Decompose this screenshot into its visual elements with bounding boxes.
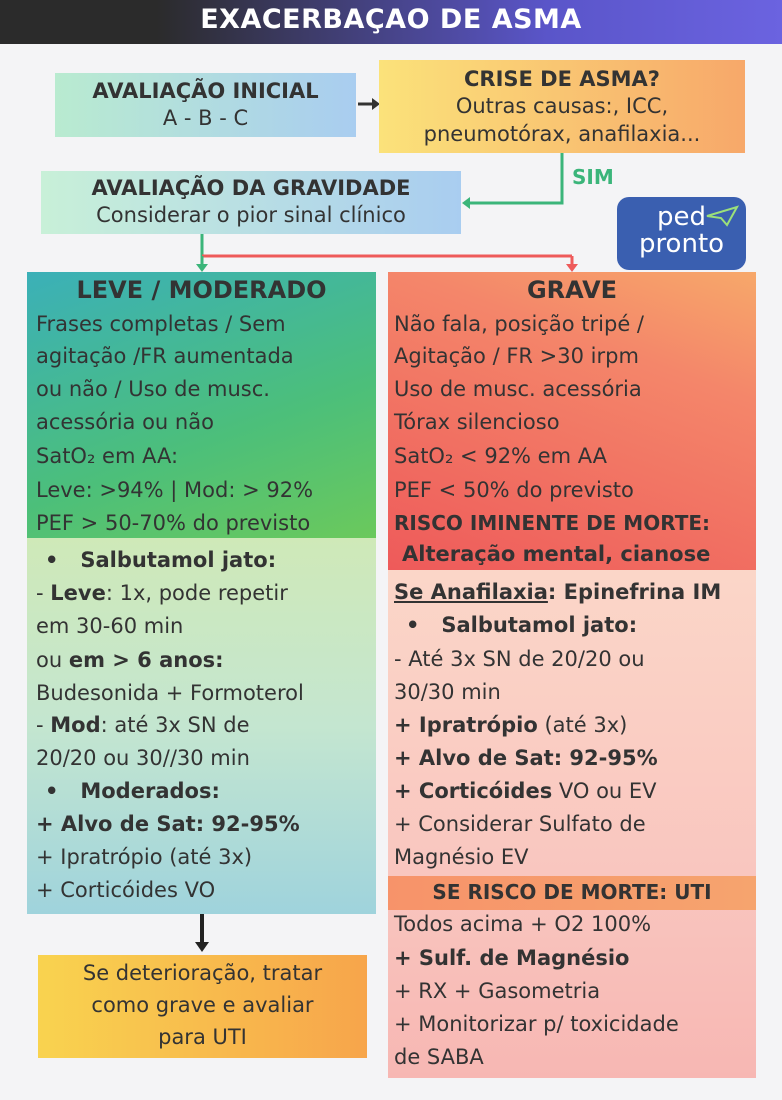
leve-mod-line2: 20/20 ou 30//30 min	[36, 746, 250, 770]
grave-line-3: Uso de musc. acessória	[394, 377, 642, 401]
leve-leve-line: - Leve: 1x, pode repetir	[36, 581, 288, 605]
grave-sulfato2: Magnésio EV	[394, 845, 529, 869]
leve-line-2: agitação /FR aumentada	[36, 344, 294, 368]
leve-budesonida: Budesonida + Formoterol	[36, 681, 304, 705]
uti-heading: SE RISCO DE MORTE: UTI	[432, 880, 712, 904]
gravidade-text: Considerar o pior sinal clínico	[96, 203, 406, 227]
leve-line-1: Frases completas / Sem	[36, 312, 286, 336]
leve-line-4: acessória ou não	[36, 410, 214, 434]
grave-line-6: PEF < 50% do previsto	[394, 478, 634, 502]
crise-heading: CRISE DE ASMA?	[464, 67, 660, 91]
grave-sulfato: + Considerar Sulfato de	[394, 812, 646, 836]
grave-heading: GRAVE	[526, 276, 618, 304]
grave-line-5: SatO₂ < 92% em AA	[394, 444, 608, 468]
arrow-sim-head	[462, 197, 470, 209]
avaliacao-inicial-text: A - B - C	[162, 106, 249, 130]
grave-risco-text: Alteração mental, cianose	[402, 542, 711, 566]
deterioracao-line1: Se deterioração, tratar	[82, 961, 323, 985]
leve-moderados: • Moderados:	[45, 779, 220, 803]
grave-alvo: + Alvo de Sat: 92-95%	[394, 746, 658, 770]
leve-leve-line2: em 30-60 min	[36, 614, 184, 638]
avaliacao-inicial-heading: AVALIAÇÃO INICIAL	[92, 79, 319, 103]
leve-salbutamol: • Salbutamol jato:	[45, 548, 277, 572]
crise-line2: pneumotórax, anafilaxia...	[423, 122, 701, 146]
grave-line-1: Não fala, posição tripé /	[394, 312, 645, 336]
logo-line2: pronto	[638, 229, 725, 259]
grave-risco-heading: RISCO IMINENTE DE MORTE:	[394, 511, 711, 535]
gravidade-heading: AVALIAÇÃO DA GRAVIDADE	[91, 176, 411, 200]
logo-line1: ped	[656, 202, 706, 232]
arrow-sim-to-gravidade	[470, 153, 562, 203]
grave-cortic: + Corticóides VO ou EV	[394, 779, 657, 803]
uti-line-5: de SABA	[394, 1045, 484, 1069]
grave-ate3x2: 30/30 min	[394, 680, 501, 704]
page-title: EXACERBAÇAO DE ASMA	[200, 4, 582, 35]
deterioracao-box	[38, 955, 367, 1058]
grave-treatment	[388, 570, 756, 1078]
uti-line-3: + RX + Gasometria	[394, 979, 601, 1003]
grave-salbutamol: • Salbutamol jato:	[406, 613, 638, 637]
leve-line-6: Leve: >94% | Mod: > 92%	[36, 478, 314, 502]
leve-moderado-treatment	[27, 538, 376, 914]
deterioracao-line2: como grave e avaliar	[91, 993, 314, 1017]
grave-line-2: Agitação / FR >30 irpm	[394, 344, 639, 368]
avaliacao-gravidade-box	[41, 171, 461, 234]
grave-ate3x: - Até 3x SN de 20/20 ou	[394, 647, 645, 671]
grave-line-4: Tórax silencioso	[394, 410, 560, 434]
leve-ipra: + Ipratrópio (até 3x)	[36, 845, 253, 869]
grave-anafilaxia: Se Anafilaxia: Epinefrina IM	[394, 580, 722, 604]
crise-asma-box	[379, 60, 745, 153]
uti-line-4: + Monitorizar p/ toxicidade	[394, 1012, 679, 1036]
leve-line-7: PEF > 50-70% do previsto	[36, 511, 311, 535]
arrow-to-deterioracao-head	[195, 942, 209, 952]
grave-ipra: + Ipratrópio (até 3x)	[394, 713, 628, 737]
leve-cortic: + Corticóides VO	[36, 878, 216, 902]
sim-label: SIM	[572, 165, 614, 189]
crise-line1: Outras causas:, ICC,	[455, 94, 669, 118]
uti-line-1: Todos acima + O2 100%	[394, 912, 652, 936]
leve-alvo: + Alvo de Sat: 92-95%	[36, 812, 300, 836]
leve-heading: LEVE / MODERADO	[76, 276, 327, 304]
avaliacao-inicial-box	[55, 73, 356, 137]
grave-criteria	[388, 272, 756, 570]
leve-ou-line: ou em > 6 anos:	[36, 648, 224, 672]
arrow-to-grave-head	[566, 264, 578, 272]
leve-line-3: ou não / Uso de musc.	[36, 377, 270, 401]
uti-heading-bar	[388, 876, 756, 910]
paper-plane-icon	[705, 205, 739, 227]
arrow-to-leve-head	[196, 264, 208, 272]
deterioracao-line3: para UTI	[158, 1025, 247, 1049]
leve-line-5: SatO₂ em AA:	[36, 444, 179, 468]
ped-pronto-logo	[617, 197, 746, 270]
uti-line-2: + Sulf. de Magnésio	[394, 946, 630, 970]
leve-moderado-criteria	[27, 272, 376, 538]
leve-mod-line: - Mod: até 3x SN de	[36, 713, 250, 737]
